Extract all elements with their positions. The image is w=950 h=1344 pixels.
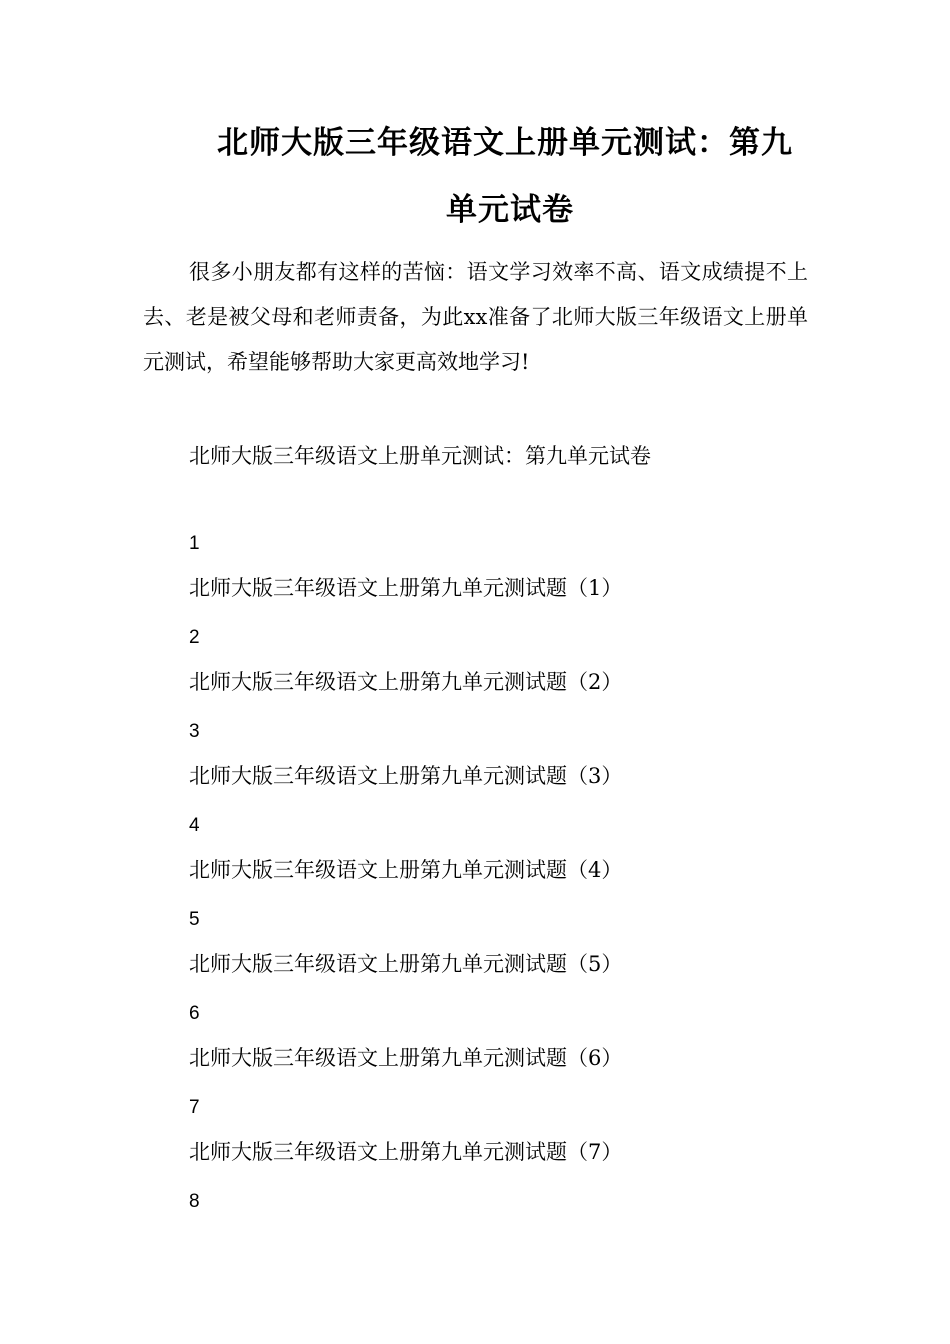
item-title: 北师大版三年级语文上册第九单元测试题（7） xyxy=(189,1140,623,1164)
item-title: 北师大版三年级语文上册第九单元测试题（4） xyxy=(189,858,623,882)
item-number: 4 xyxy=(189,815,200,836)
item-title: 北师大版三年级语文上册第九单元测试题（3） xyxy=(189,764,623,788)
document-title-line-1: 北师大版三年级语文上册单元测试：第九 xyxy=(217,125,793,161)
item-number: 7 xyxy=(189,1097,200,1118)
item-number: 3 xyxy=(189,721,200,742)
item-number: 1 xyxy=(189,533,200,554)
item-title: 北师大版三年级语文上册第九单元测试题（6） xyxy=(189,1046,623,1070)
intro-paragraph: 很多小朋友都有这样的苦恼：语文学习效率不高、语文成绩提不上去、老是被父母和老师责备，为此xx准备了北师大版三年级语文上册单元测试，希望能够帮助大家更高效地学习! xyxy=(143,260,808,374)
item-title: 北师大版三年级语文上册第九单元测试题（1） xyxy=(189,576,623,600)
item-number: 6 xyxy=(189,1003,200,1024)
item-title: 北师大版三年级语文上册第九单元测试题（2） xyxy=(189,670,623,694)
item-number: 8 xyxy=(189,1191,200,1212)
item-number: 2 xyxy=(189,627,200,648)
section-subtitle: 北师大版三年级语文上册单元测试：第九单元试卷 xyxy=(189,444,651,468)
item-number: 5 xyxy=(189,909,200,930)
document-title-line-2: 单元试卷 xyxy=(446,192,574,228)
item-title: 北师大版三年级语文上册第九单元测试题（5） xyxy=(189,952,623,976)
